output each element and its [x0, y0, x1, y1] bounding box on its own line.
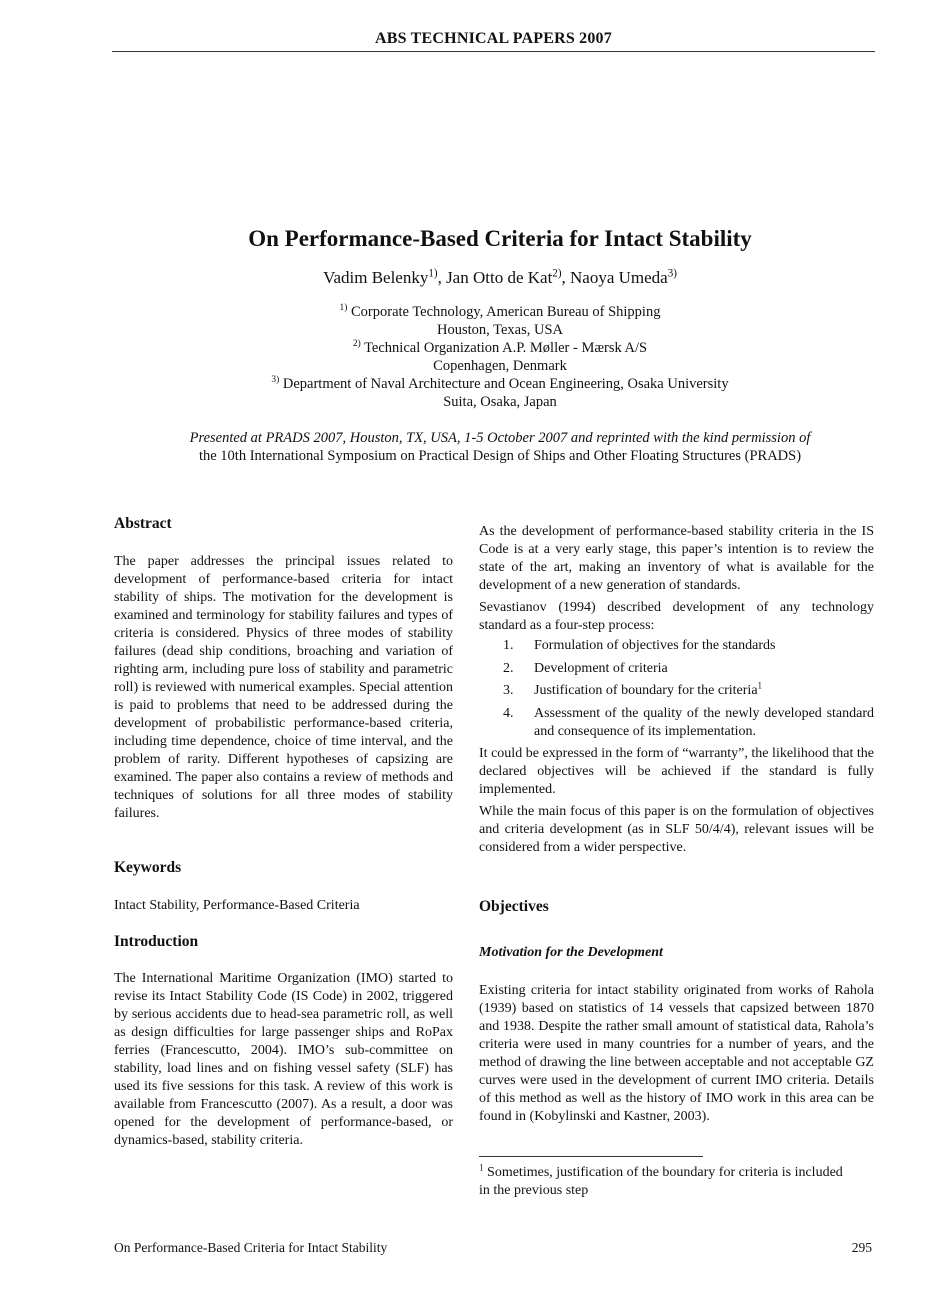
- body-paragraph: It could be expressed in the form of “warranty”, the likelihood that the declared objectives will be achieved if the standard is fully implemented.: [479, 746, 874, 797]
- body-paragraph: Sevastianov (1994) described development of any technology standard as a four-step process:: [479, 600, 874, 633]
- list-item: [503, 637, 874, 655]
- list-number: 3.: [503, 683, 514, 698]
- body-paragraph: As the development of performance-based stability criteria in the IS Code is at a very early stage, this paper’s intention is to review the state of the art, making an inventory of what is available for the development of a new generation of standards.: [479, 524, 874, 593]
- author-separator: ,: [561, 268, 570, 287]
- affil-mark: 2): [352, 339, 361, 350]
- author-separator: ,: [437, 268, 447, 287]
- paper-title: On Performance-Based Criteria for Intact Stability: [248, 226, 752, 251]
- author-affil-mark: 3): [667, 267, 677, 280]
- affil-org: Technical Organization A.P. Møller - Mærsk A/S: [364, 340, 648, 356]
- author-name: Vadim Belenky: [323, 268, 429, 287]
- keywords-heading: Keywords: [114, 859, 182, 876]
- abstract-heading: Abstract: [114, 515, 172, 532]
- page-number: 295: [851, 1240, 872, 1255]
- affiliation: [112, 375, 888, 393]
- affil-org: Department of Naval Architecture and Ocean Engineering, Osaka University: [282, 376, 729, 392]
- presentation-line: the 10th International Symposium on Practical Design of Ships and Other Floating Structures (PRADS): [198, 448, 802, 464]
- list-number: 2.: [503, 660, 514, 676]
- objectives-heading: Objectives: [479, 898, 549, 915]
- right-column-upper: [479, 523, 874, 857]
- body-paragraph: Existing criteria for intact stability originated from works of Rahola (1939) based on statistics of 14 vessels that capsized between 1870 and 1938. Despite the rather small amount of statistical data, Rahola’s criteria were used in many countries for a number of years, and the method of drawing the line between acceptable and not acceptable GZ curves were used in the development of current IMO criteria. Details of this method as well as the history of IMO work in this area can be found in (Kobylinski and Kastner, 2003).: [479, 983, 874, 1124]
- list-item: [503, 660, 874, 678]
- header-rule: [112, 51, 875, 52]
- affiliation-place: Suita, Osaka, Japan: [443, 394, 557, 410]
- author-affil-mark: 2): [552, 267, 562, 280]
- introduction-text: The International Maritime Organization (IMO) started to revise its Intact Stability Code (IS Code) in 2002, triggered by serious accidents due to head-sea parametric roll, as well as design difficulties for large passenger ships and RoPax ferries (Francescutto, 2004). IMO’s sub-committee on stability, load lines and on fishing vessel safety (SLF) has used its five sessions for this task. A review of this work is available from Francescutto (2007). As a result, a door was opened for the development of performance-based, or dynamics-based, stability criteria.: [114, 971, 453, 1148]
- list-number: 1.: [503, 638, 514, 653]
- presentation-line: Presented at PRADS 2007, Houston, TX, USA, 1-5 October 2007 and reprinted with the kind permission of: [189, 430, 811, 446]
- keywords-text: Intact Stability, Performance-Based Criteria: [114, 898, 360, 913]
- list-text: Justification of boundary for the criteria: [534, 683, 758, 698]
- list-number: 4.: [503, 705, 514, 721]
- author-list: [112, 268, 888, 288]
- running-head: ABS TECHNICAL PAPERS 2007: [375, 30, 612, 47]
- process-steps-list: [479, 637, 874, 741]
- presentation-note: [112, 429, 888, 465]
- motivation-subheading: Motivation for the Development: [479, 945, 663, 960]
- footnote-rule: [479, 1156, 703, 1157]
- list-item: [503, 705, 874, 741]
- introduction-heading: Introduction: [114, 933, 199, 950]
- author-name: Jan Otto de Kat: [446, 268, 553, 287]
- affiliation-place: Copenhagen, Denmark: [433, 358, 567, 374]
- affil-org: Corporate Technology, American Bureau of Shipping: [351, 304, 661, 320]
- author-affil-mark: 1): [428, 267, 438, 280]
- abstract-text: The paper addresses the principal issues related to development of performance-based criteria for intact stability of ships. The motivation for the development is examined and terminology for stability failures and types of criteria is considered. Physics of three modes of stability failures (dead ship conditions, broaching and variation of righting arm, including pure loss of stability and parametric roll) is reviewed with numerical examples. Special attention is paid to problems that need to be addressed during the development of probabilistic performance-based criteria, including time dependence, choice of time interval, and the problem of rarity. Different hypotheses of capsizing are examined. The paper also contains a review of methods and techniques of solutions for all three modes of stability failures.: [114, 554, 453, 821]
- affiliations: [112, 303, 888, 411]
- affil-mark: 1): [339, 303, 348, 314]
- affiliation-place: Houston, Texas, USA: [437, 322, 563, 338]
- list-text: Development of criteria: [534, 660, 668, 676]
- list-text: Formulation of objectives for the standards: [534, 638, 776, 653]
- list-text: Assessment of the quality of the newly developed standard and consequence of its implementation.: [534, 705, 874, 739]
- footnote-mark: 1: [757, 680, 763, 691]
- affil-mark: 3): [271, 375, 280, 386]
- footnote-mark: 1: [479, 1162, 484, 1173]
- footnote: [479, 1164, 849, 1200]
- footnote-text: Sometimes, justification of the boundary for criteria is included in the previous step: [479, 1165, 843, 1198]
- footer-title: On Performance-Based Criteria for Intact Stability: [114, 1240, 388, 1255]
- author-name: Naoya Umeda: [570, 268, 668, 287]
- affiliation: [112, 303, 888, 321]
- list-item: [503, 682, 874, 700]
- body-paragraph: While the main focus of this paper is on the formulation of objectives and criteria development (as in SLF 50/4/4), relevant issues will be considered from a wider perspective.: [479, 804, 874, 855]
- affiliation: [112, 339, 888, 357]
